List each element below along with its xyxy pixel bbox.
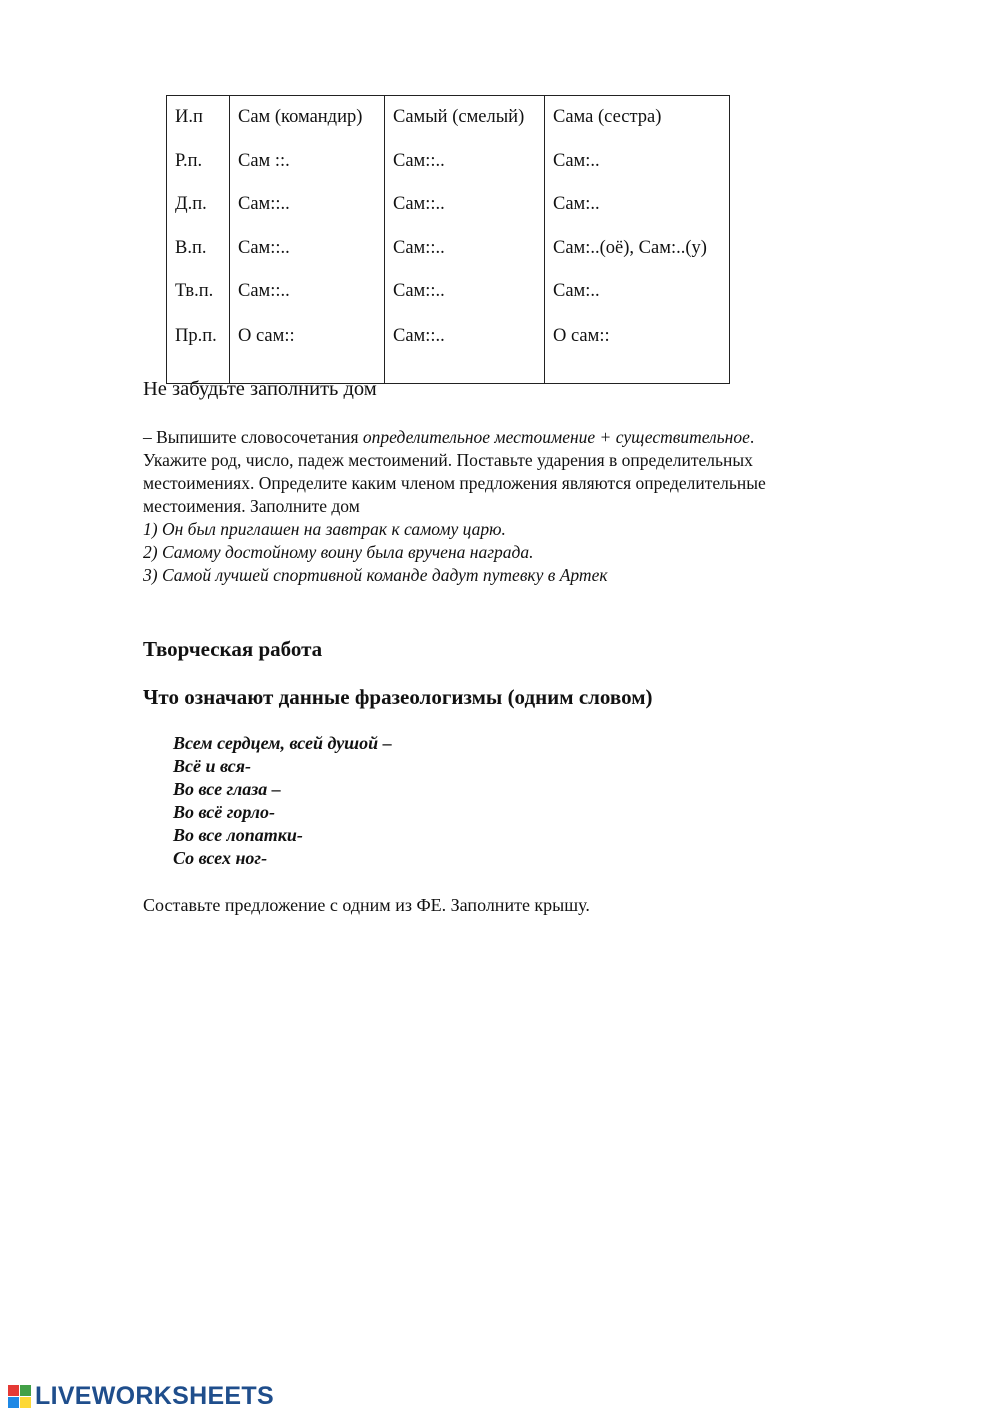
- phraseology-item: Во всё горло-: [173, 802, 275, 822]
- case-label: И.п: [167, 96, 230, 140]
- case-label: Д.п.: [167, 183, 230, 227]
- table-row: [167, 314, 730, 384]
- table-cell: Сам::..: [230, 183, 385, 227]
- task-line-3: местоимениях. Определите каким членом предложения являются определительные: [143, 473, 766, 493]
- table-cell: Сам::..: [385, 314, 545, 384]
- table-cell: Сам::..: [385, 183, 545, 227]
- table-row: [167, 96, 730, 140]
- table-cell: Сам:..: [545, 140, 730, 184]
- phraseology-item: Со всех ног-: [173, 848, 268, 868]
- table-cell: Сам::..: [385, 140, 545, 184]
- table-cell: Сама (сестра): [545, 96, 730, 140]
- example-sentence: 3) Самой лучшей спортивной команде дадут путевку в Артек: [143, 565, 608, 585]
- table-cell: Сам:..: [545, 270, 730, 314]
- table-cell: Сам::..: [230, 270, 385, 314]
- table-row: [167, 140, 730, 184]
- phraseology-item: Всё и вся-: [173, 756, 252, 776]
- creative-work-heading: Творческая работа: [143, 637, 323, 661]
- table-cell: Сам ::.: [230, 140, 385, 184]
- case-label: Пр.п.: [167, 314, 230, 384]
- logo-square: [8, 1397, 19, 1408]
- example-sentence: 2) Самому достойному воину была вручена награда.: [143, 542, 534, 562]
- phraseology-item: Всем сердцем, всей душой –: [173, 733, 392, 753]
- table-cell: Самый (смелый): [385, 96, 545, 140]
- example-sentence: 1) Он был приглашен на завтрак к самому царю.: [143, 519, 506, 539]
- logo-text: LIVEWORKSHEETS: [35, 1382, 274, 1410]
- task-line-4: местоимения. Заполните дом: [143, 496, 360, 516]
- task-line-2: Укажите род, число, падеж местоимений. Поставьте ударения в определительных: [143, 450, 753, 470]
- task-instructions: [143, 426, 883, 587]
- task-line-1: – Выпишите словосочетания определительное местоимение + существительное.: [143, 427, 755, 447]
- reminder-note: Не забудьте заполнить дом: [143, 378, 377, 400]
- logo-square: [20, 1385, 31, 1396]
- case-label: Тв.п.: [167, 270, 230, 314]
- table-row: [167, 227, 730, 271]
- case-label: Р.п.: [167, 140, 230, 184]
- phraseology-heading: Что означают данные фразеологизмы (одним словом): [143, 685, 653, 709]
- logo-square: [8, 1385, 19, 1396]
- table-cell: Сам::..: [385, 227, 545, 271]
- table-cell: Сам:..: [545, 183, 730, 227]
- table-cell: Сам:..(оё), Сам:..(у): [545, 227, 730, 271]
- liveworksheets-logo[interactable]: [8, 1382, 274, 1411]
- final-task: Составьте предложение с одним из ФЕ. Заполните крышу.: [143, 895, 590, 915]
- table-cell: Сам (командир): [230, 96, 385, 140]
- table-row: [167, 183, 730, 227]
- table-cell: Сам::..: [230, 227, 385, 271]
- table-cell: Сам::..: [385, 270, 545, 314]
- table-cell: О сам::: [230, 314, 385, 384]
- logo-mark-icon: [8, 1385, 31, 1408]
- table-cell: О сам::: [545, 314, 730, 384]
- table-row: [167, 270, 730, 314]
- phraseology-item: Во все глаза –: [173, 779, 281, 799]
- logo-square: [20, 1397, 31, 1408]
- declension-table: [166, 95, 730, 384]
- phraseology-list: [173, 732, 392, 870]
- case-label: В.п.: [167, 227, 230, 271]
- phraseology-item: Во все лопатки-: [173, 825, 303, 845]
